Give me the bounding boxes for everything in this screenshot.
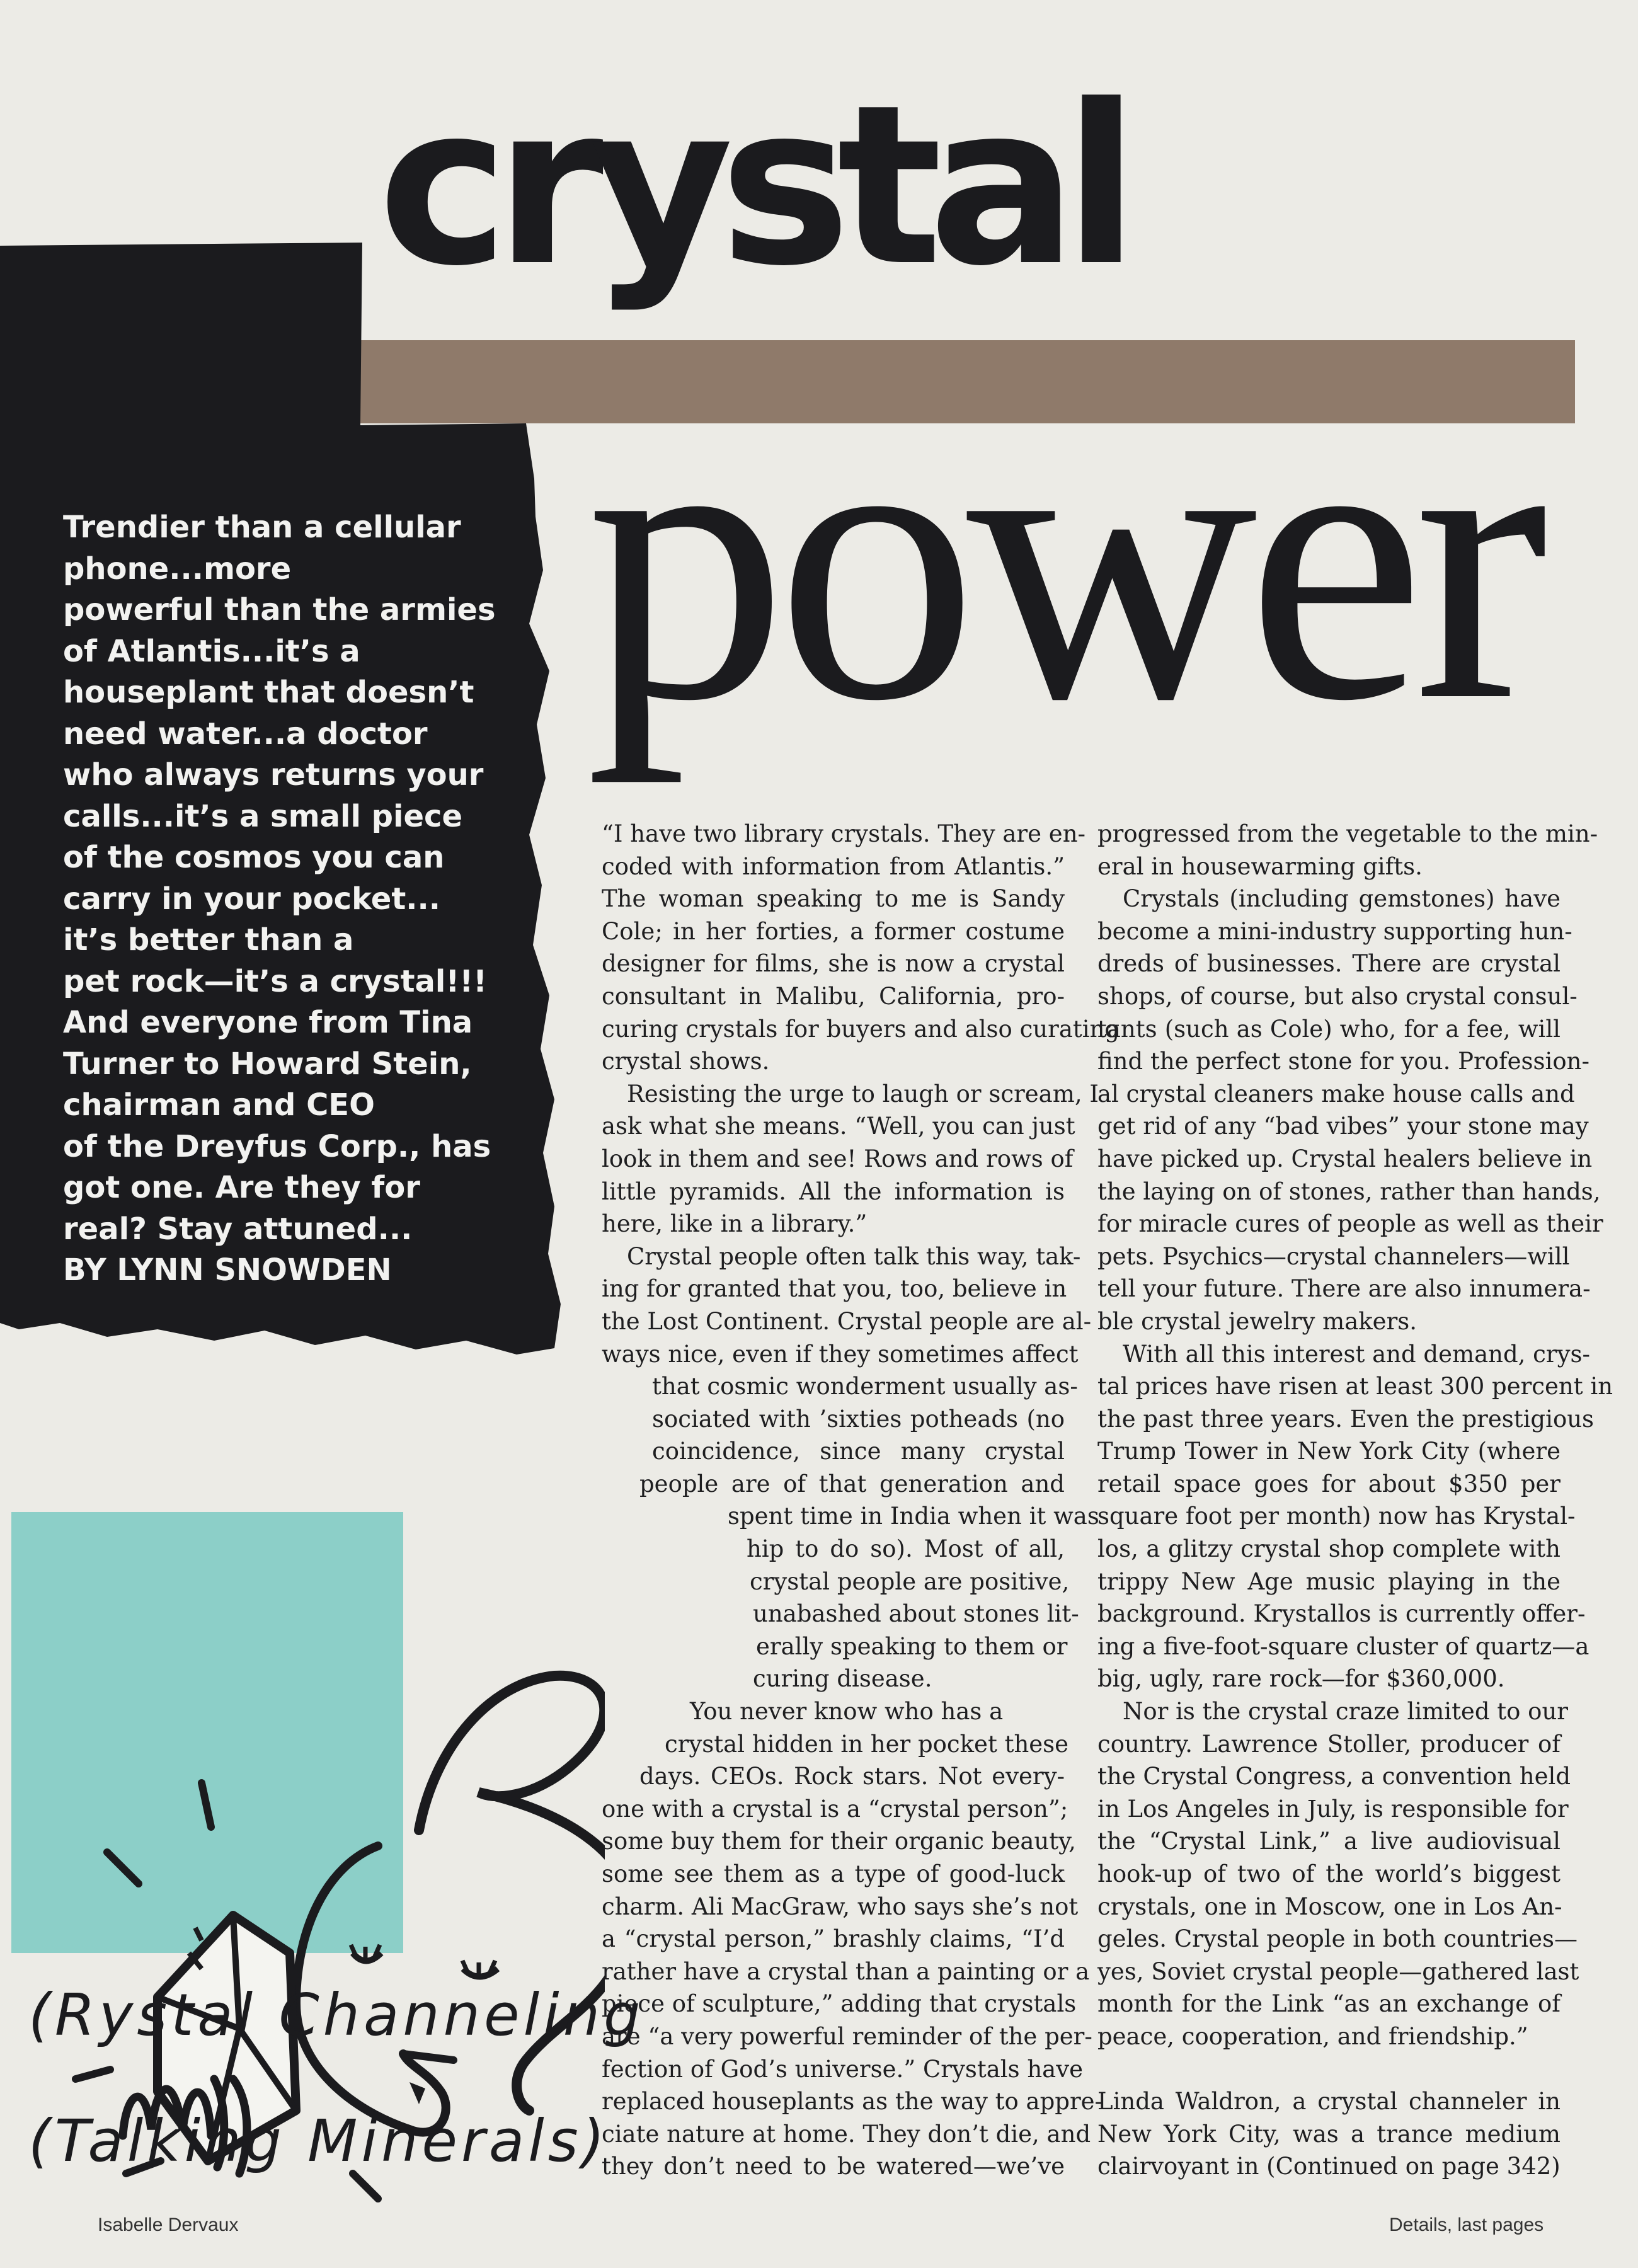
column1-line: they don’t need to be watered—we’ve	[602, 2153, 1065, 2180]
column1-line: unabashed about stones lit-	[753, 1600, 1079, 1628]
column2-line: pets. Psychics—crystal channelers—will	[1097, 1242, 1570, 1270]
column1-line: charm. Ali MacGraw, who says she’s not	[602, 1893, 1079, 1920]
column1-line: some buy them for their organic beauty,	[602, 1828, 1076, 1855]
column2-line: geles. Crystal people in both countries—	[1097, 1925, 1578, 1953]
deck-line: calls...it’s a small piece	[63, 798, 463, 834]
column2-line: Crystals (including gemstones) have	[1123, 885, 1561, 913]
column1-line: people are of that generation and	[639, 1470, 1065, 1498]
deck-line: phone...more	[63, 551, 292, 587]
column1-line: sociated with ’sixties potheads (no	[652, 1405, 1065, 1433]
column1-line: crystal people are positive,	[750, 1567, 1070, 1595]
page-credit: Details, last pages	[1389, 2214, 1544, 2235]
column1-line: You never know who has a	[690, 1698, 1004, 1726]
deck-line: Trendier than a cellular	[63, 510, 461, 545]
column1-line: erally speaking to them or	[756, 1632, 1068, 1660]
column2-line: become a mini-industry supporting hun-	[1097, 917, 1572, 945]
teal-swatch	[11, 1512, 403, 1953]
column2-line: Trump Tower in New York City (where	[1097, 1438, 1561, 1465]
column1-line: little pyramids. All the information is	[602, 1177, 1065, 1205]
column2-line: al crystal cleaners make house calls and	[1097, 1080, 1575, 1108]
column2-line: month for the Link “as an exchange of	[1097, 1990, 1561, 2018]
column2-line: eral in housewarming gifts.	[1097, 852, 1423, 880]
column2-line: New York City, was a trance medium	[1097, 2120, 1561, 2148]
column2-line: shops, of course, but also crystal consul-	[1097, 982, 1578, 1010]
column1-line: ciate nature at home. They don’t die, and	[602, 2120, 1091, 2148]
deck-line: powerful than the armies	[63, 592, 496, 627]
column1-line: days. CEOs. Rock stars. Not every-	[639, 1763, 1065, 1790]
illustrator-credit: Isabelle Dervaux	[98, 2214, 239, 2235]
column1-line: coincidence, since many crystal	[652, 1438, 1065, 1465]
column1-line: spent time in India when it was	[728, 1503, 1099, 1530]
column1-line: the Lost Continent. Crystal people are al-	[602, 1307, 1092, 1335]
column2-line: With all this interest and demand, crys-	[1123, 1340, 1590, 1368]
column2-line: hook-up of two of the world’s biggest	[1097, 1860, 1561, 1887]
column2-line: the past three years. Even the prestigious	[1097, 1405, 1595, 1433]
deck-line: of the cosmos you can	[63, 840, 445, 875]
column2-line: Nor is the crystal craze limited to our	[1123, 1698, 1568, 1726]
column2-line: peace, cooperation, and friendship.”	[1097, 2022, 1528, 2050]
column2-line: dreds of businesses. There are crystal	[1097, 950, 1561, 978]
column1-line: ways nice, even if they sometimes affect	[602, 1340, 1079, 1368]
column2-line: tal prices have risen at least 300 percent in	[1097, 1373, 1613, 1400]
deck-line: who always returns your	[63, 757, 484, 793]
column2-line: crystals, one in Moscow, one in Los An-	[1097, 1893, 1562, 1920]
deck-line: real? Stay attuned...	[63, 1211, 413, 1247]
deck-line: chairman and CEO	[63, 1087, 375, 1123]
column1-line: a “crystal person,” brashly claims, “I’d	[602, 1925, 1065, 1953]
column2-line: retail space goes for about $350 per	[1097, 1470, 1561, 1498]
column1-line: The woman speaking to me is Sandy	[602, 885, 1065, 913]
column2-line: tants (such as Cole) who, for a fee, will	[1097, 1015, 1561, 1043]
column1-line: ask what she means. “Well, you can just	[602, 1113, 1075, 1140]
column1-line: Resisting the urge to laugh or scream, I	[627, 1080, 1099, 1108]
column1-line: crystal shows.	[602, 1048, 770, 1075]
column1-line: some see them as a type of good-luck	[602, 1860, 1065, 1887]
deck-line: of Atlantis...it’s a	[63, 633, 360, 669]
column2-line: country. Lawrence Stoller, producer of	[1097, 1730, 1561, 1758]
illustration-caption-line1: (Rystal Channeling	[28, 1981, 644, 2049]
body-column-1	[602, 818, 1120, 2183]
column2-line: in Los Angeles in July, is responsible for	[1097, 1795, 1569, 1823]
deck-line: BY LYNN SNOWDEN	[63, 1252, 392, 1288]
column1-line: curing disease.	[753, 1665, 932, 1693]
column2-line: Linda Waldron, a crystal channeler in	[1097, 2088, 1561, 2116]
column2-line: square foot per month) now has Krystal-	[1097, 1503, 1576, 1530]
deck-line: of the Dreyfus Corp., has	[63, 1128, 491, 1164]
column1-line: piece of sculpture,” adding that crystals	[602, 1990, 1077, 2018]
column2-line: get rid of any “bad vibes” your stone may	[1097, 1113, 1589, 1140]
column2-line: ble crystal jewelry makers.	[1097, 1307, 1418, 1335]
column2-line	[1097, 2053, 1561, 2086]
column2-line: for miracle cures of people as well as their	[1097, 1210, 1603, 1238]
column2-line: background. Krystallos is currently offer-	[1097, 1600, 1586, 1628]
deck-line: got one. Are they for	[63, 1170, 420, 1205]
column2-line: have picked up. Crystal healers believe in	[1097, 1145, 1593, 1172]
column2-line: the Crystal Congress, a convention held	[1097, 1763, 1571, 1790]
deck-text	[63, 507, 542, 1292]
column1-line: that cosmic wonderment usually as-	[652, 1373, 1078, 1400]
deck-line: it’s better than a	[63, 922, 354, 958]
column2-line: yes, Soviet crystal people—gathered last	[1097, 1957, 1579, 1985]
column1-line: designer for films, she is now a crystal	[602, 950, 1065, 978]
headline-crystal: crystal	[378, 57, 1126, 314]
column1-line: coded with information from Atlantis.”	[602, 852, 1065, 880]
column1-line: fection of God’s universe.” Crystals have	[602, 2055, 1084, 2083]
column2-line: clairvoyant in (Continued on page 342)	[1097, 2153, 1561, 2180]
deck-line: carry in your pocket...	[63, 881, 440, 917]
deck-line: And everyone from Tina	[63, 1005, 473, 1040]
column1-line: look in them and see! Rows and rows of	[602, 1145, 1074, 1172]
deck-line: pet rock—it’s a crystal!!!	[63, 963, 488, 999]
deck-line: Turner to Howard Stein,	[63, 1046, 472, 1082]
body-column-2	[1097, 818, 1613, 2183]
column2-line: trippy New Age music playing in the	[1097, 1567, 1561, 1595]
column1-line: “I have two library crystals. They are en-	[602, 820, 1086, 847]
column1-line: rather have a crystal than a painting or a	[602, 1957, 1090, 1985]
column2-line: tell your future. There are also innumera-	[1097, 1275, 1591, 1303]
column2-line: the laying on of stones, rather than hands,	[1097, 1177, 1601, 1205]
deck-line: houseplant that doesn’t	[63, 675, 474, 710]
column2-line: ing a five-foot-square cluster of quartz—a	[1097, 1632, 1589, 1660]
column1-line: Cole; in her forties, a former costume	[602, 917, 1065, 945]
column1-line: one with a crystal is a “crystal person”;	[602, 1795, 1068, 1823]
column2-line: los, a glitzy crystal shop complete with	[1097, 1535, 1561, 1563]
column1-line: crystal hidden in her pocket these	[665, 1730, 1069, 1758]
column1-line: are “a very powerful reminder of the per-	[602, 2022, 1092, 2050]
column2-line: find the perfect stone for you. Profession-	[1097, 1048, 1589, 1075]
column1-line: ing for granted that you, too, believe in	[602, 1275, 1067, 1303]
headline-power: power	[586, 338, 1537, 784]
column1-line: replaced houseplants as the way to appre-	[602, 2088, 1103, 2116]
column1-line: hip to do so). Most of all,	[747, 1535, 1065, 1563]
column1-line: Crystal people often talk this way, tak-	[627, 1242, 1081, 1270]
column2-line: the “Crystal Link,” a live audiovisual	[1097, 1828, 1561, 1855]
column1-line: consultant in Malibu, California, pro-	[602, 982, 1065, 1010]
column1-line: curing crystals for buyers and also curating	[602, 1015, 1120, 1043]
deck-line: need water...a doctor	[63, 716, 428, 752]
column1-line: here, like in a library.”	[602, 1210, 868, 1238]
column2-line: progressed from the vegetable to the min-	[1097, 820, 1598, 847]
column2-line: big, ugly, rare rock—for $360,000.	[1097, 1665, 1505, 1693]
illustration-caption-line2: (Talking Minerals)	[28, 2107, 609, 2175]
